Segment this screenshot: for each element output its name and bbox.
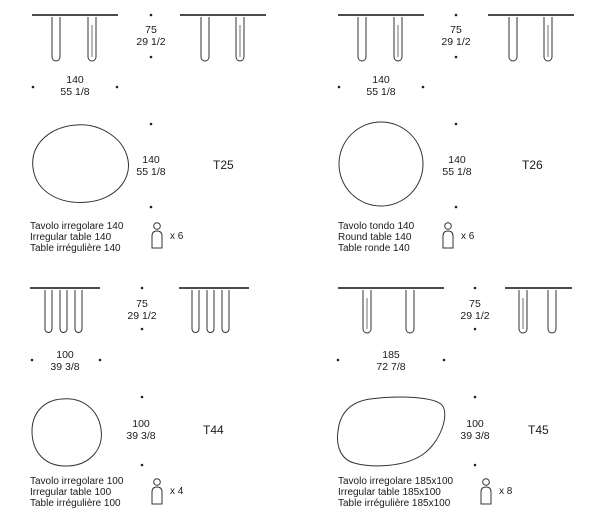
model-description: Tavolo irregolare 100 Irregular table 100 Table irrégulière 100	[30, 476, 124, 509]
tabletop-plan-shape	[339, 122, 423, 206]
model-code: T25	[213, 158, 234, 172]
model-code: T44	[203, 423, 224, 437]
table-leg	[358, 17, 366, 61]
table-leg	[509, 17, 517, 61]
tabletop-plan-shape	[33, 125, 129, 203]
dot-marker-icon	[141, 396, 144, 399]
person-icon	[150, 222, 164, 250]
dot-marker-icon	[31, 359, 34, 362]
table-spec-t45	[300, 263, 600, 526]
dot-marker-icon	[455, 206, 458, 209]
height-dimension: 75 29 1/2	[136, 24, 166, 48]
dot-marker-icon	[150, 56, 153, 59]
table-leg	[60, 290, 67, 333]
length-dimension: 140 55 1/8	[366, 74, 396, 98]
table-spec-t25	[0, 0, 300, 263]
tabletop-plan-shape	[32, 399, 101, 466]
model-description: Tavolo irregolare 185x100 Irregular table 185x100 Table irrégulière 185x100	[338, 476, 454, 509]
table-leg	[75, 290, 82, 333]
dot-marker-icon	[474, 328, 477, 331]
depth-dimension: 140 55 1/8	[136, 154, 166, 178]
length-dimension: 185 72 7/8	[376, 349, 406, 373]
dot-marker-icon	[99, 359, 102, 362]
dot-marker-icon	[338, 86, 341, 89]
depth-dimension: 100 39 3/8	[126, 418, 156, 442]
model-description: Tavolo irregolare 140 Irregular table 140 Table irrégulière 140	[30, 221, 124, 254]
dot-marker-icon	[455, 123, 458, 126]
dot-marker-icon	[337, 359, 340, 362]
table-leg	[406, 290, 414, 333]
table-leg	[207, 290, 214, 333]
table-leg	[52, 17, 60, 61]
height-dimension: 75 29 1/2	[441, 24, 471, 48]
table-leg	[201, 17, 209, 61]
table-leg	[548, 290, 556, 333]
dot-marker-icon	[141, 287, 144, 290]
dot-marker-icon	[150, 206, 153, 209]
seat-count: x 4	[170, 486, 184, 497]
table-leg	[45, 290, 52, 333]
table-leg	[222, 290, 229, 333]
dot-marker-icon	[455, 14, 458, 17]
length-dimension: 100 39 3/8	[50, 349, 80, 373]
model-code: T26	[522, 158, 543, 172]
seat-count: x 8	[499, 486, 513, 497]
dot-marker-icon	[150, 123, 153, 126]
dot-marker-icon	[150, 14, 153, 17]
seat-count: x 6	[461, 231, 475, 242]
table-spec-t44	[0, 263, 300, 526]
person-icon	[441, 222, 455, 250]
table-leg	[192, 290, 199, 333]
model-description: Tavolo tondo 140 Round table 140 Table ronde 140	[338, 221, 415, 254]
depth-dimension: 140 55 1/8	[442, 154, 472, 178]
dot-marker-icon	[141, 464, 144, 467]
dot-marker-icon	[474, 287, 477, 290]
seat-count: x 6	[170, 231, 184, 242]
height-dimension: 75 29 1/2	[460, 298, 490, 322]
model-code: T45	[528, 423, 549, 437]
dot-marker-icon	[422, 86, 425, 89]
dot-marker-icon	[443, 359, 446, 362]
depth-dimension: 100 39 3/8	[460, 418, 490, 442]
dot-marker-icon	[116, 86, 119, 89]
person-icon	[479, 478, 493, 506]
tabletop-plan-shape	[338, 397, 445, 466]
length-dimension: 140 55 1/8	[60, 74, 90, 98]
height-dimension: 75 29 1/2	[127, 298, 157, 322]
dot-marker-icon	[32, 86, 35, 89]
dot-marker-icon	[141, 328, 144, 331]
dot-marker-icon	[474, 464, 477, 467]
person-icon	[150, 478, 164, 506]
dot-marker-icon	[474, 396, 477, 399]
dot-marker-icon	[455, 56, 458, 59]
table-spec-t26	[306, 0, 600, 263]
